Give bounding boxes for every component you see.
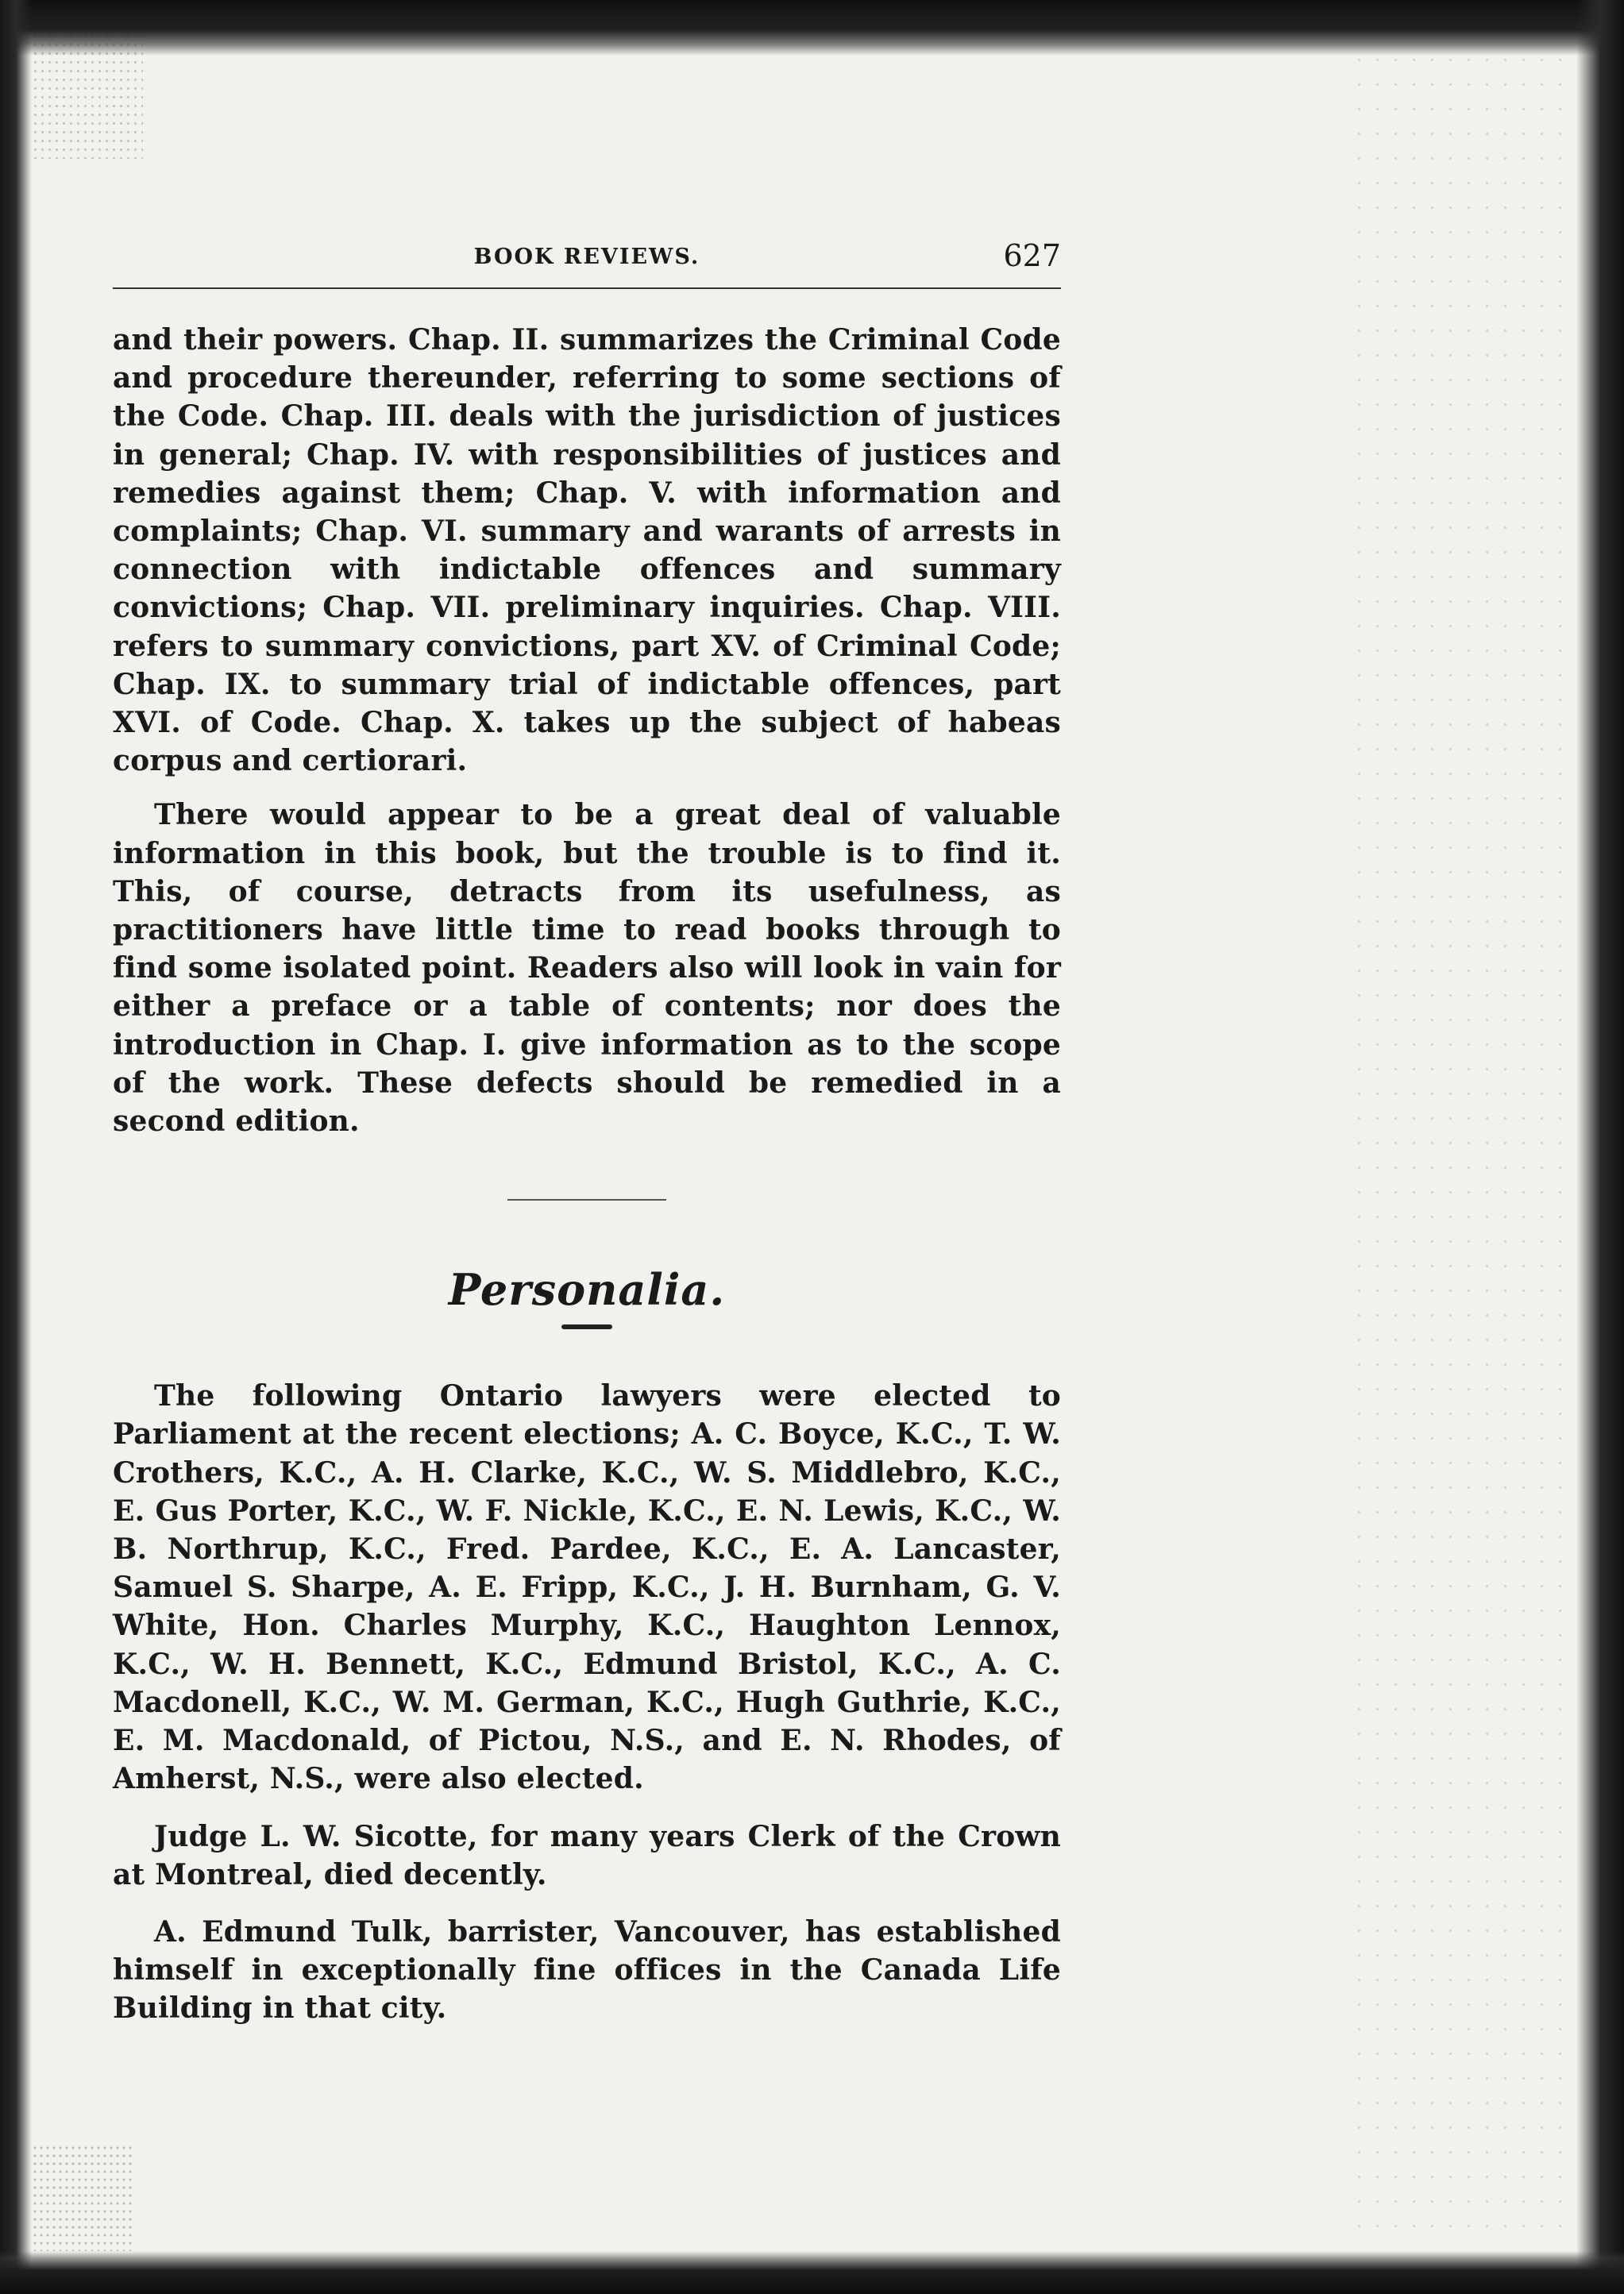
scan-noise-right <box>1350 48 1576 2247</box>
personalia-paragraph-3: A. Edmund Tulk, barrister, Vancouver, has established himself in exceptionally fine offices in the Canada Life Building in that city. <box>113 1914 1061 2026</box>
title-ornament <box>561 1324 612 1329</box>
scan-noise-top-left <box>32 32 143 159</box>
running-head <box>113 238 1061 286</box>
book-page <box>113 238 1061 2028</box>
personalia-paragraph-2: Judge L. W. Sicotte, for many years Clerk of the Crown at Montreal, died decently. <box>113 1819 1061 1891</box>
scan-border-left <box>0 0 32 2294</box>
scan-border-bottom <box>0 2251 1624 2294</box>
running-title: BOOK REVIEWS. <box>473 245 700 269</box>
section-title: Personalia. <box>448 1264 726 1316</box>
personalia-section <box>113 1264 1061 2027</box>
scan-border-right <box>1576 0 1624 2294</box>
review-paragraph-2: There would appear to be a great deal of valuable information in this book, but the trouble is to find it. This, of course, detracts from its usefulness, as practitioners have little time to read books through to find some isolated point. Readers also will look in vain for either a preface or a table of contents; nor does the introduction in Chap. I. give information as to the scope of the work. These defects should be remedied in a second edition. <box>113 798 1061 1139</box>
header-rule <box>113 287 1061 289</box>
review-paragraph-1: and their powers. Chap. II. summarizes the Criminal Code and procedure thereunder, referring to some sections of the Code. Chap. III. deals with the jurisdiction of justices in general; Chap. IV. with responsibilities of justices and remedies against them; Chap. V. with information and complaints; Chap. VI. summary and warants of arrests in connection with indictable offences and summary convictions; Chap. VII. preliminary inquiries. Chap. VIII. refers to summary convictions, part XV. of Criminal Code; Chap. IX. to summary trial of indictable offences, part XVI. of Code. Chap. X. takes up the subject of habeas corpus and certiorari. <box>113 323 1061 778</box>
book-review-section <box>113 321 1061 1140</box>
page-number: 627 <box>1003 238 1061 273</box>
personalia-paragraph-1: The following Ontario lawyers were elected to Parliament at the recent elections; A. C. Boyce, K.C., T. W. Crothers, K.C., A. H. Clarke, K.C., W. S. Middlebro, K.C., E. Gus Porter, K.C., W. F. Nickle, K.C., E. N. Lewis, K.C., W. B. Northrup, K.C., Fred. Pardee, K.C., E. A. Lancaster, Samuel S. Sharpe, A. E. Fripp, K.C., J. H. Burnham, G. V. White, Hon. Charles Murphy, K.C., Haughton Lennox, K.C., W. H. Bennett, K.C., Edmund Bristol, K.C., A. C. Macdonell, K.C., W. M. German, K.C., Hugh Guthrie, K.C., E. M. Macdonald, of Pictou, N.S., and E. N. Rhodes, of Amherst, N.S., were also elected. <box>113 1379 1061 1796</box>
scan-noise-bottom-left <box>32 2144 135 2251</box>
section-separator <box>507 1199 666 1201</box>
